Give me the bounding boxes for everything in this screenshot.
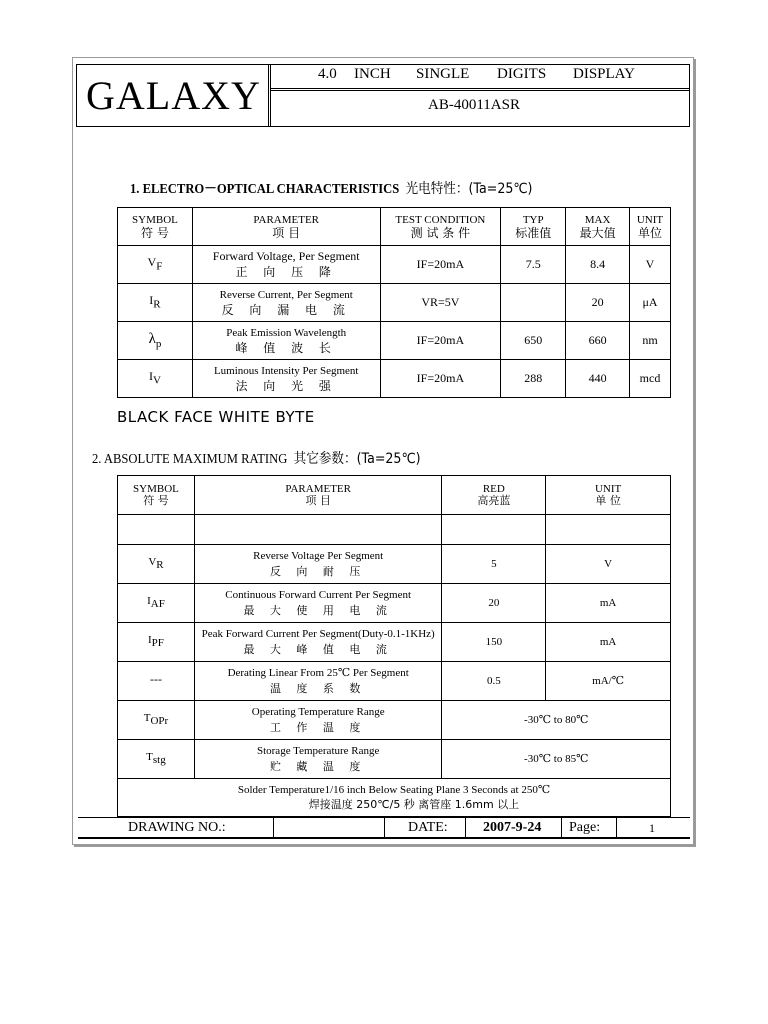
parameter-cell: Continuous Forward Current Per Segment 最 大 使 用 电 流 [194,584,442,623]
empty-row [118,515,671,545]
section1-heading-en: 1. ELECTRO－OPTICAL CHARACTERISTICS [130,182,400,197]
parameter-cell: Storage Temperature Range 贮 藏 温 度 [194,740,442,779]
table-row [118,740,671,779]
parameter-cell: Derating Linear From 25℃ Per Segment 温 度 系 数 [194,662,442,701]
symbol-cell: --- [118,662,195,701]
table-row [118,662,671,701]
table-row [118,584,671,623]
col-parameter: PARAMETER 项 目 [192,208,380,246]
symbol-cell: $I_{PF}$ [118,623,195,662]
unit-cell: mcd [630,360,671,398]
title-word-inch: INCH [354,66,391,82]
red-cell: 0.5 [442,662,546,701]
title-word-size: 4.0 [318,66,337,82]
symbol-cell: $V_F$ [118,246,193,284]
table-row [118,545,671,584]
table-row [118,701,671,740]
col-unit: UNIT 单 位 [546,476,671,515]
table-header-row [118,208,671,246]
col-symbol: SYMBOL 符 号 [118,476,195,515]
unit-cell: nm [630,322,671,360]
symbol-cell: $I_V$ [118,360,193,398]
typ-cell: 7.5 [501,246,566,284]
absolute-max-rating-table [117,475,671,817]
table-row [118,360,671,398]
brand-logo: GALAXY [86,73,261,118]
red-cell: 20 [442,584,546,623]
parameter-cell: Peak Emission Wavelength 峰 值 波 长 [192,322,380,360]
page-number: 1 [649,821,655,835]
typ-cell: 288 [501,360,566,398]
condition-cell: IF=20mA [380,360,501,398]
parameter-cell: Reverse Voltage Per Segment 反 向 耐 压 [194,545,442,584]
solder-row [118,779,671,817]
max-cell: 660 [566,322,630,360]
range-cell: -30℃ to 80℃ [442,701,671,740]
footer-divider [384,817,385,839]
parameter-cell: Forward Voltage, Per Segment 正 向 压 降 [192,246,380,284]
max-cell: 8.4 [566,246,630,284]
unit-cell: V [546,545,671,584]
max-cell: 20 [566,284,630,322]
typ-cell [501,284,566,322]
footer-divider [465,817,466,839]
max-cell: 440 [566,360,630,398]
section2-heading-cn: 其它参数：(Ta=25℃) [293,451,421,467]
title-word-single: SINGLE [416,66,470,82]
col-red: RED 高亮蓝 [442,476,546,515]
solder-text-en: Solder Temperature1/16 inch Below Seating Plane 3 Seconds at 250℃ [237,783,551,796]
typ-cell: 650 [501,322,566,360]
footer-divider [561,817,562,839]
col-typ: TYP 标准值 [501,208,566,246]
section1-heading [130,178,532,198]
col-max: MAX 最大值 [566,208,630,246]
footer-divider [273,817,274,839]
solder-text-cn: 焊接温度 250℃/5 秒 离管座 1.6mm 以上 [308,798,520,811]
face-note: BLACK FACE WHITE BYTE [117,408,315,426]
section2-heading-en: 2. ABSOLUTE MAXIMUM RATING [92,452,288,467]
section1-heading-cn: 光电特性：(Ta=25℃) [405,181,533,197]
unit-cell: mA/℃ [546,662,671,701]
symbol-cell: $\lambda_p$ [118,322,193,360]
red-cell: 150 [442,623,546,662]
date-label: DATE: [408,820,448,835]
table-row [118,623,671,662]
symbol-cell: $I_{AF}$ [118,584,195,623]
col-symbol: SYMBOL 符 号 [118,208,193,246]
unit-cell: mA [546,623,671,662]
footer-divider [616,817,617,839]
condition-cell: IF=20mA [380,246,501,284]
electro-optical-table [117,207,671,398]
title-block-rule [270,88,690,91]
col-test-condition: TEST CONDITION 测 试 条 件 [380,208,501,246]
col-parameter: PARAMETER 项 目 [194,476,442,515]
symbol-cell: $V_R$ [118,545,195,584]
table-row [118,246,671,284]
symbol-cell: $T_{OPr}$ [118,701,195,740]
title-word-digits: DIGITS [497,66,547,82]
parameter-cell: Luminous Intensity Per Segment 法 向 光 强 [192,360,380,398]
table-row [118,284,671,322]
title-block-divider [268,64,271,127]
solder-cell [118,779,671,817]
condition-cell: IF=20mA [380,322,501,360]
title-word-display: DISPLAY [573,66,635,82]
unit-cell: V [630,246,671,284]
symbol-cell: $I_R$ [118,284,193,322]
parameter-cell: Peak Forward Current Per Segment(Duty-0.1-1KHz) 最 大 峰 值 电 流 [194,623,442,662]
page-label: Page: [569,820,601,835]
symbol-cell: $T_{stg}$ [118,740,195,779]
table-header-row [118,476,671,515]
date-value: 2007-9-24 [483,820,542,835]
parameter-cell: Operating Temperature Range 工 作 温 度 [194,701,442,740]
unit-cell: mA [546,584,671,623]
red-cell: 5 [442,545,546,584]
condition-cell: VR=5V [380,284,501,322]
unit-cell: μA [630,284,671,322]
range-cell: -30℃ to 85℃ [442,740,671,779]
part-number: AB-40011ASR [428,97,520,113]
parameter-cell: Reverse Current, Per Segment 反 向 漏 电 流 [192,284,380,322]
table-row [118,322,671,360]
section2-heading [92,448,421,468]
col-unit: UNIT 单位 [630,208,671,246]
drawing-no-label: DRAWING NO.: [128,820,226,835]
